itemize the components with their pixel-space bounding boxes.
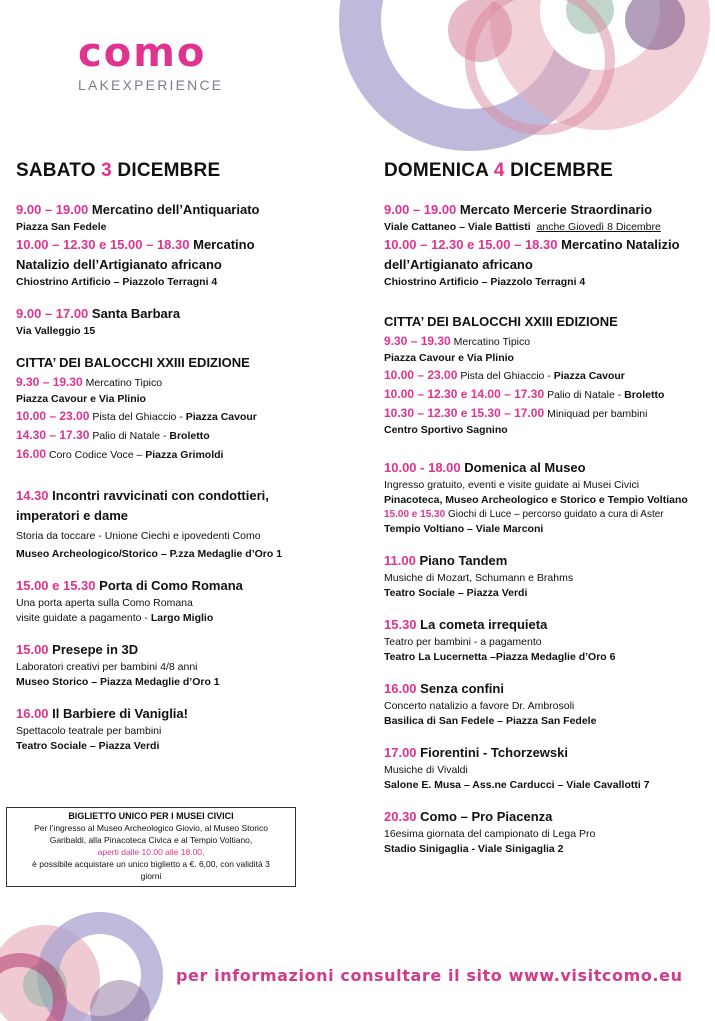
event-barbiere: 16.00 Il Barbiere di Vaniglia! Spettacolo teatrale per bambini Teatro Sociale – Piazza Verdi	[16, 706, 188, 752]
event-domenica-museo: 10.00 - 18.00 Domenica al Museo Ingresso gratuito, eventi e visite guidate ai Musei Civici Pinacoteca, Museo Archeologico e Storico e Tempio Voltiano 15.00 e 15.30 Giochi di Luce – percorso guidato a cura di Aster Tempio Voltiano – Viale Marconi	[384, 460, 688, 535]
como-logo	[78, 36, 248, 93]
ticket-box-title: BIGLIETTO UNICO PER I MUSEI CIVICI	[68, 811, 234, 821]
logo-subtitle: LAKEXPERIENCE	[78, 77, 224, 93]
saturday-column	[16, 160, 316, 768]
logo-word-text: como	[78, 36, 207, 70]
event-mercerie: 9.00 – 19.00 Mercato Mercerie Straordinario Viale Cattaneo – Viale Battisti anche Giovedì 8 Dicembre 10.00 – 12.30 e 15.00 – 18.30 Mercatino Natalizio dell’Artigianato africano Chiostrino Artificio – Piazzolo Terragni 4	[384, 202, 680, 288]
sunday-column	[384, 160, 704, 871]
sunday-title: DOMENICA 4 DICEMBRE	[384, 160, 614, 181]
event-presepe: 15.00 Presepe in 3D Laboratori creativi per bambini 4/8 anni Museo Storico – Piazza Medaglie d’Oro 1	[16, 642, 220, 688]
event-citta-balocchi: CITTA’ DEI BALOCCHI XXIII EDIZIONE 9.30 – 19.30 Mercatino Tipico Piazza Cavour e Via Plinio 10.00 – 23.00 Pista del Ghiaccio - Piazza Cavour 14.30 – 17.30 Palio di Natale - Broletto 16.00 Coro Codice Voce – Piazza Grimoldi	[16, 355, 257, 461]
event-cometa: 15.30 La cometa irrequieta Teatro per bambini - a pagamento Teatro La Lucernetta –Piazza Medaglie d’Oro 6	[384, 617, 616, 663]
event-porta-romana: 15.00 e 15.30 Porta di Como Romana Una porta aperta sulla Como Romana visite guidate a pagamento - Largo Miglio	[16, 578, 243, 624]
museum-ticket-box: BIGLIETTO UNICO PER I MUSEI CIVICI Per l’ingresso al Museo Archeologico Giovio, al Museo Storico Garibaldi, alla Pinacoteca Civica e al Tempio Voltiano, aperti dalle 10.00 alle 18.00, è possibile acquistare un unico biglietto a €. 6,00, con validità 3 giorni	[6, 807, 296, 887]
event-senza-confini: 16.00 Senza confini Concerto natalizio a favore Dr. Ambrosoli Basilica di San Fedele – Piazza San Fedele	[384, 681, 597, 727]
event-como-piacenza: 20.30 Como – Pro Piacenza 16esima giornata del campionato di Lega Pro Stadio Sinigaglia - Viale Sinigaglia 2	[384, 809, 596, 855]
event-antiquariato: 9.00 – 19.00 Mercatino dell’Antiquariato Piazza San Fedele 10.00 – 12.30 e 15.00 – 18.30 Mercatino Natalizio dell’Artigianato africano Chiostrino Artificio – Piazzolo Terragni 4	[16, 202, 260, 288]
event-citta-balocchi-sunday: CITTA’ DEI BALOCCHI XXIII EDIZIONE 9.30 – 19.30 Mercatino Tipico Piazza Cavour e Via Plinio 10.00 – 23.00 Pista del Ghiaccio - Piazza Cavour 10.00 – 12.30 e 14.00 – 17.30 Palio di Natale - Broletto 10.30 – 12.30 e 15.30 – 17.00 Miniquad per bambini Centro Sportivo Sagnino	[384, 314, 665, 436]
como-logo-word	[78, 36, 246, 70]
event-piano-tandem: 11.00 Piano Tandem Musiche di Mozart, Schumann e Brahms Teatro Sociale – Piazza Verdi	[384, 553, 574, 599]
event-incontri: 14.30 Incontri ravvicinati con condottieri, imperatori e dame Storia da toccare - Unione Ciechi e ipovedenti Como Museo Archeologico/Storico – P.zza Medaglie d’Oro 1	[16, 488, 283, 560]
saturday-title: SABATO 3 DICEMBRE	[16, 160, 221, 181]
event-santa-barbara: 9.00 – 17.00 Santa Barbara Via Valleggio 15	[16, 306, 181, 337]
event-fiorentini: 17.00 Fiorentini - Tchorzewski Musiche di Vivaldi Salone E. Musa – Ass.ne Carducci – Viale Cavallotti 7	[384, 745, 650, 791]
footer-info-link[interactable]: per informazioni consultare il sito www.visitcomo.eu	[176, 966, 683, 985]
